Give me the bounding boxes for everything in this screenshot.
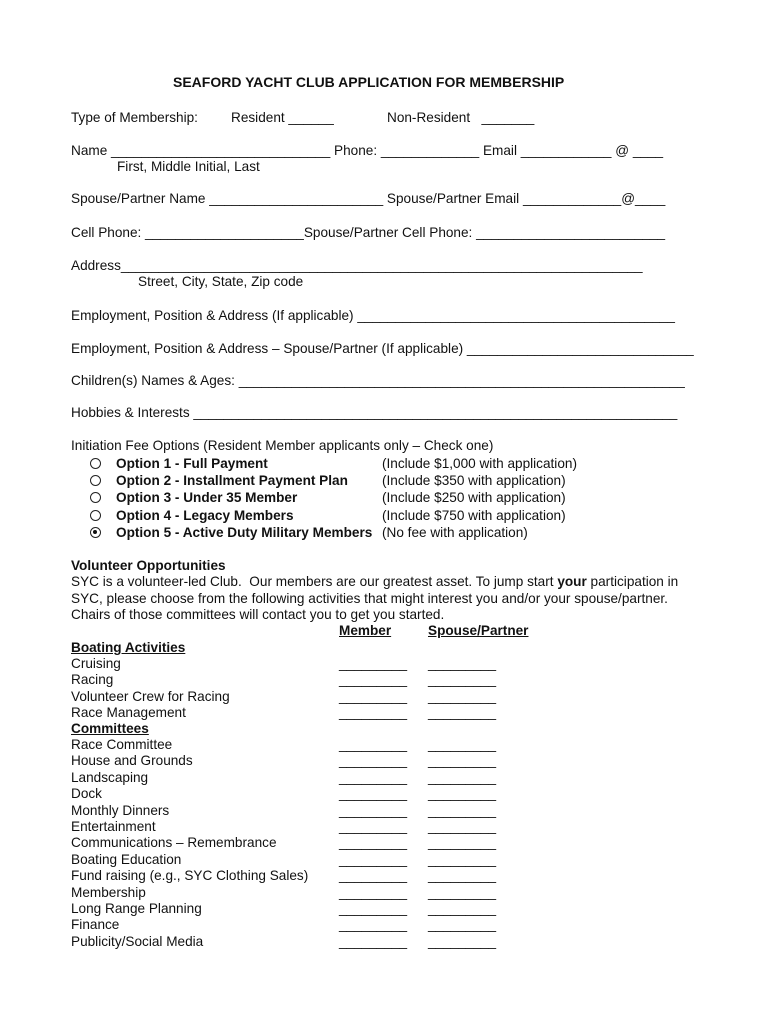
fee-option-note: (Include $1,000 with application) — [382, 456, 577, 471]
fee-option-note: (Include $750 with application) — [382, 508, 566, 523]
activity-label: Dock — [71, 786, 102, 802]
spouse-blank-field[interactable]: _________ — [428, 753, 497, 769]
spouse-blank-field[interactable]: _________ — [428, 917, 497, 933]
fee-option-label: Option 5 - Active Duty Military Members — [116, 525, 373, 540]
spouse-blank-field[interactable]: _________ — [428, 672, 497, 688]
member-blank-field[interactable]: _________ — [339, 851, 408, 867]
activity-label: Cruising — [71, 656, 121, 671]
employment-field[interactable]: Employment, Position & Address (If applicable) __________________________________________ — [71, 308, 675, 323]
activity-label: Monthly Dinners — [71, 802, 170, 818]
member-blank-field[interactable]: _________ — [339, 917, 408, 933]
spouse-blank-field[interactable]: _________ — [428, 705, 497, 721]
employment-spouse-field[interactable]: Employment, Position & Address – Spouse/Partner (If applicable) ______________________________ — [71, 341, 694, 356]
fee-option-note: (Include $350 with application) — [382, 473, 566, 488]
fee-options-heading: Initiation Fee Options (Resident Member applicants only – Check one) — [71, 438, 494, 453]
spouse-blank-field[interactable]: _________ — [428, 802, 497, 818]
fee-option-label: Option 3 - Under 35 Member — [116, 490, 298, 505]
fee-option-note: (Include $250 with application) — [382, 490, 566, 505]
column-header-member: Member — [339, 623, 392, 638]
volunteer-paragraph-line-3: Chairs of those committees will contact you to get you started. — [71, 607, 445, 622]
fee-option-label: Option 4 - Legacy Members — [116, 508, 294, 523]
spouse-name-email-field[interactable]: Spouse/Partner Name _______________________ Spouse/Partner Email _____________@____ — [71, 191, 666, 206]
committees-heading: Committees — [71, 721, 149, 736]
resident-field[interactable]: Resident ______ — [231, 110, 334, 125]
address-field[interactable]: Address_____________________________________________________________________ — [71, 258, 643, 273]
activity-label: Boating Education — [71, 851, 182, 867]
member-blank-field[interactable]: _________ — [339, 737, 408, 752]
activity-label: Race Committee — [71, 737, 173, 752]
radio-button[interactable] — [90, 510, 101, 521]
activity-label: Communications – Remembrance — [71, 835, 277, 851]
member-blank-field[interactable]: _________ — [339, 672, 408, 688]
spouse-blank-field[interactable]: _________ — [428, 819, 497, 834]
spouse-blank-field[interactable]: _________ — [428, 688, 497, 704]
radio-button[interactable] — [90, 492, 101, 503]
membership-type-label: Type of Membership: — [71, 110, 198, 125]
volunteer-paragraph-line-1: SYC is a volunteer-led Club. Our members are our greatest asset. To jump start your participation in — [71, 574, 679, 589]
member-blank-field[interactable]: _________ — [339, 835, 408, 851]
activity-label: Racing — [71, 672, 114, 688]
radio-button[interactable] — [90, 475, 101, 486]
activity-label: Finance — [71, 917, 120, 933]
radio-button-selected[interactable] — [90, 527, 101, 538]
volunteer-paragraph-line-2: SYC, please choose from the following activities that might interest you and/or your spouse/partner. — [71, 591, 668, 606]
activity-label: Race Management — [71, 705, 186, 721]
spouse-blank-field[interactable]: _________ — [428, 737, 497, 752]
address-hint: Street, City, State, Zip code — [138, 274, 304, 289]
volunteer-heading: Volunteer Opportunities — [71, 558, 226, 573]
member-blank-field[interactable]: _________ — [339, 705, 408, 721]
spouse-blank-field[interactable]: _________ — [428, 786, 497, 802]
member-blank-field[interactable]: _________ — [339, 933, 408, 949]
activity-label: Entertainment — [71, 819, 156, 834]
activity-label: Landscaping — [71, 769, 149, 785]
boating-activities-heading: Boating Activities — [71, 640, 186, 655]
non-resident-field[interactable]: Non-Resident _______ — [387, 110, 535, 125]
spouse-blank-field[interactable]: _________ — [428, 884, 497, 900]
spouse-blank-field[interactable]: _________ — [428, 656, 497, 671]
member-blank-field[interactable]: _________ — [339, 753, 408, 769]
name-hint: First, Middle Initial, Last — [117, 159, 260, 174]
spouse-blank-field[interactable]: _________ — [428, 901, 497, 916]
hobbies-field[interactable]: Hobbies & Interests ________________________________________________________________ — [71, 405, 678, 420]
radio-button[interactable] — [90, 458, 101, 469]
activity-label: Publicity/Social Media — [71, 933, 204, 949]
cell-phone-field[interactable]: Cell Phone: _____________________Spouse/Partner Cell Phone: _________________________ — [71, 225, 666, 240]
activity-label: Volunteer Crew for Racing — [71, 688, 230, 704]
fee-option-label: Option 1 - Full Payment — [116, 456, 268, 471]
page-title: SEAFORD YACHT CLUB APPLICATION FOR MEMBERSHIP — [173, 74, 565, 90]
spouse-blank-field[interactable]: _________ — [428, 851, 497, 867]
fee-option-label: Option 2 - Installment Payment Plan — [116, 473, 348, 488]
activity-label: Membership — [71, 884, 146, 900]
spouse-blank-field[interactable]: _________ — [428, 769, 497, 785]
spouse-blank-field[interactable]: _________ — [428, 933, 497, 949]
member-blank-field[interactable]: _________ — [339, 868, 408, 884]
member-blank-field[interactable]: _________ — [339, 802, 408, 818]
name-phone-email-field[interactable]: Name _____________________________ Phone: _____________ Email ____________ @ ____ — [71, 143, 664, 158]
member-blank-field[interactable]: _________ — [339, 786, 408, 802]
member-blank-field[interactable]: _________ — [339, 901, 408, 916]
children-field[interactable]: Children(s) Names & Ages: ___________________________________________________________ — [71, 373, 685, 388]
activity-label: Long Range Planning — [71, 901, 202, 916]
member-blank-field[interactable]: _________ — [339, 688, 408, 704]
member-blank-field[interactable]: _________ — [339, 819, 408, 834]
activity-label: House and Grounds — [71, 753, 193, 769]
member-blank-field[interactable]: _________ — [339, 769, 408, 785]
member-blank-field[interactable]: _________ — [339, 884, 408, 900]
column-header-spouse: Spouse/Partner — [428, 623, 529, 638]
fee-option-note: (No fee with application) — [382, 525, 528, 540]
member-blank-field[interactable]: _________ — [339, 656, 408, 671]
spouse-blank-field[interactable]: _________ — [428, 835, 497, 851]
activity-label: Fund raising (e.g., SYC Clothing Sales) — [71, 868, 309, 884]
spouse-blank-field[interactable]: _________ — [428, 868, 497, 884]
